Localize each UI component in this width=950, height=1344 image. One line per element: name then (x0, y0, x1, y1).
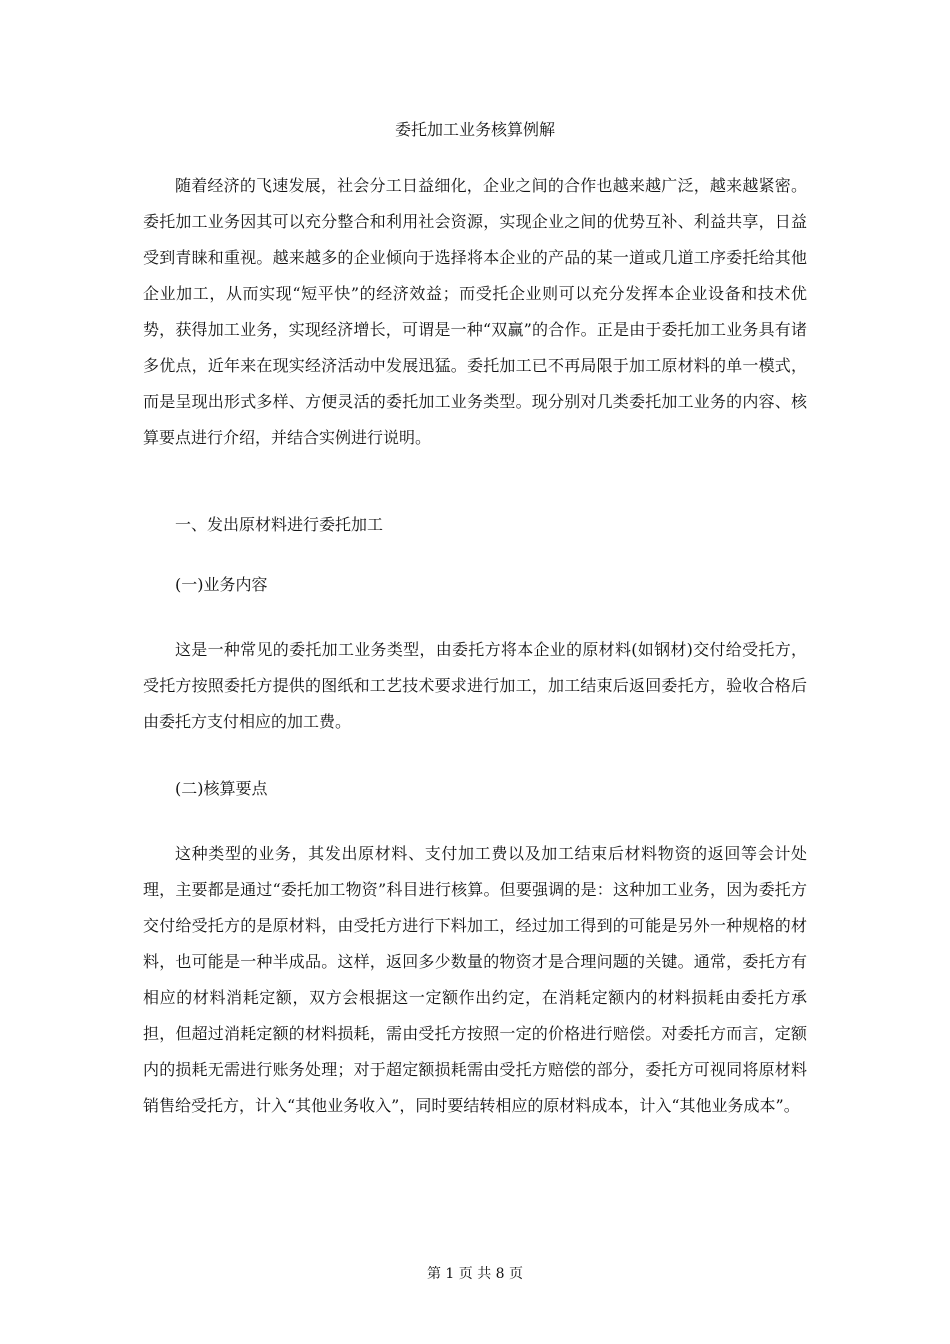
intro-paragraph: 随着经济的飞速发展，社会分工日益细化，企业之间的合作也越来越广泛，越来越紧密。委托加工业务因其可以充分整合和利用社会资源，实现企业之间的优势互补、利益共享，日益受到青睐和重视。越来越多的企业倾向于选择将本企业的产品的某一道或几道工序委托给其他企业加工，从而实现“短平快”的经济效益；而受托企业则可以充分发挥本企业设备和技术优势，获得加工业务，实现经济增长，可谓是一种“双赢”的合作。正是由于委托加工业务具有诸多优点，近年来在现实经济活动中发展迅猛。委托加工已不再局限于加工原材料的单一模式，而是呈现出形式多样、方便灵活的委托加工业务类型。现分别对几类委托加工业务的内容、核算要点进行介绍，并结合实例进行说明。 (143, 176, 807, 447)
page-number: 第 1 页 共 8 页 (426, 1266, 524, 1282)
content-paragraph: 这是一种常见的委托加工业务类型，由委托方将本企业的原材料(如钢材)交付给受托方，受托方按照委托方提供的图纸和工艺技术要求进行加工，加工结束后返回委托方，验收合格后由委托方支付相应的加工费。 (143, 640, 807, 731)
subsection-heading-content: (一)业务内容 (175, 575, 268, 594)
document-title: 委托加工业务核算例解 (394, 120, 555, 139)
section-heading: 一、发出原材料进行委托加工 (175, 515, 384, 534)
subsection-heading-accounting: (二)核算要点 (175, 779, 268, 798)
accounting-paragraph: 这种类型的业务，其发出原材料、支付加工费以及加工结束后材料物资的返回等会计处理，主要都是通过“委托加工物资”科目进行核算。但要强调的是：这种加工业务，因为委托方交付给受托方的是原材料，由受托方进行下料加工，经过加工得到的可能是另外一种规格的材料，也可能是一种半成品。这样，返回多少数量的物资才是合理问题的关键。通常，委托方有相应的材料消耗定额，双方会根据这一定额作出约定，在消耗定额内的材料损耗由委托方承担，但超过消耗定额的材料损耗，需由受托方按照一定的价格进行赔偿。对委托方而言，定额内的损耗无需进行账务处理；对于超定额损耗需由受托方赔偿的部分，委托方可视同将原材料销售给受托方，计入“其他业务收入”，同时要结转相应的原材料成本，计入“其他业务成本”。 (143, 844, 807, 1115)
